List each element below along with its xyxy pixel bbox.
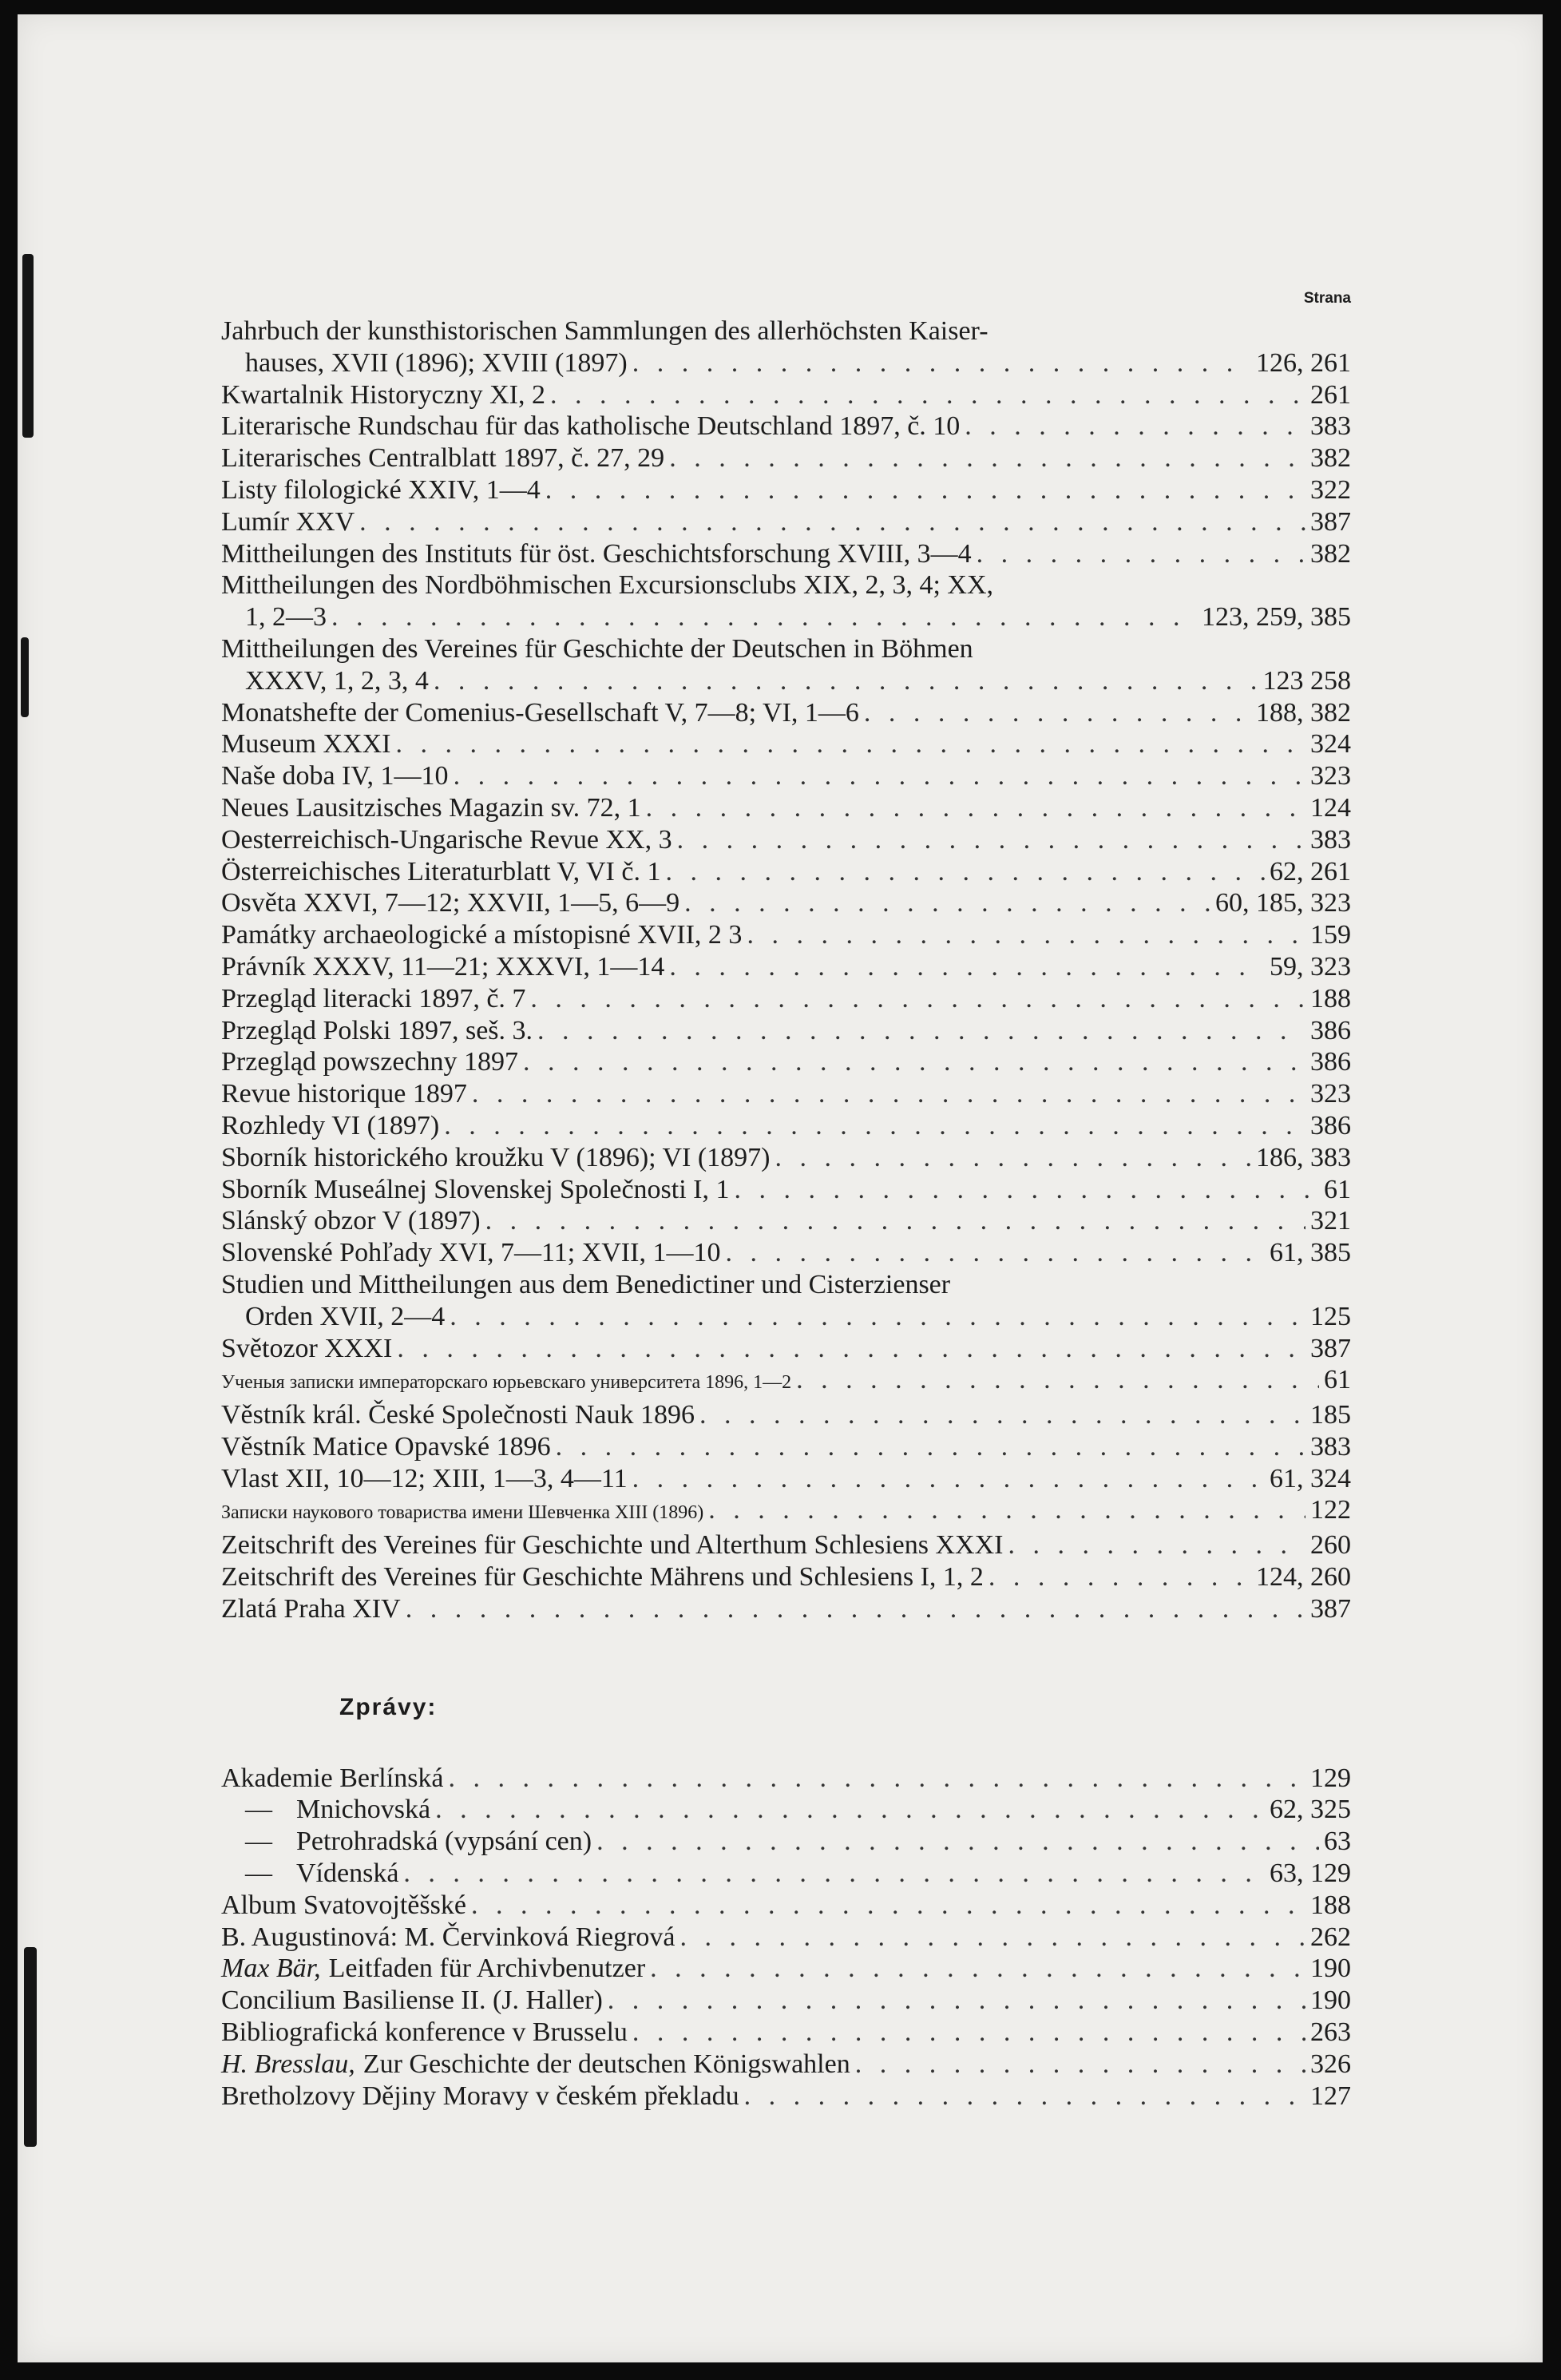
- leader-dots: [747, 919, 1305, 951]
- index-entry: [221, 1110, 1351, 1142]
- entry-pages: 63, 129: [1270, 1858, 1351, 1889]
- index-entry: [221, 1046, 1351, 1078]
- leader-dots: [397, 1333, 1305, 1365]
- entry-pages: 190: [1310, 1954, 1351, 1984]
- entry-title: Leitfaden für Archivbenutzer: [328, 1954, 646, 1984]
- report-entry: [221, 1794, 1351, 1826]
- leader-dots: [669, 442, 1305, 474]
- entry-pages: 322: [1310, 474, 1351, 505]
- entry-title: Przegląd powszechny 1897: [221, 1047, 519, 1077]
- entry-title: Oesterreichisch-Ungarische Revue XX, 3: [221, 824, 672, 855]
- entry-title: Rozhledy VI (1897): [221, 1110, 440, 1140]
- leader-dots: [855, 2049, 1305, 2081]
- report-entry: [221, 1858, 1351, 1890]
- index-entry: [221, 1364, 1351, 1399]
- leader-dots: [775, 1142, 1252, 1174]
- entry-pages: 386: [1310, 1047, 1351, 1077]
- entry-pages: 129: [1310, 1763, 1351, 1793]
- entry-pages: 61, 324: [1270, 1463, 1351, 1493]
- index-entry: [221, 1205, 1351, 1237]
- entry-pages: 386: [1310, 1015, 1351, 1045]
- entry-title: 1, 2—3: [245, 602, 327, 633]
- reports-heading: Zprávy:: [339, 1693, 438, 1720]
- index-entry: [221, 919, 1351, 951]
- leader-dots: [359, 506, 1305, 538]
- entry-title-line1: Mittheilungen des Vereines für Geschichte der Deutschen in Böhmen: [221, 633, 973, 664]
- leader-dots: [650, 1953, 1305, 1985]
- leader-dots: [632, 347, 1251, 379]
- entry-title: hauses, XVII (1896); XVIII (1897): [245, 347, 628, 378]
- leader-dots: [545, 474, 1305, 506]
- left-edge-mark: [22, 254, 34, 438]
- index-entry: [221, 569, 1351, 633]
- entry-title: Slánský obzor V (1897): [221, 1206, 481, 1236]
- entry-title: XXXV, 1, 2, 3, 4: [245, 665, 429, 696]
- entry-author: H. Bresslau,: [221, 2049, 355, 2079]
- entry-pages: 326: [1310, 2049, 1351, 2079]
- leader-dots: [331, 601, 1197, 633]
- report-entry: [221, 1763, 1351, 1795]
- strana-label: Strana: [1303, 290, 1351, 307]
- entry-title: Sborník historického kroužku V (1896); VI (1897): [221, 1142, 771, 1172]
- index-entry: [221, 315, 1351, 379]
- entry-title: Kwartalnik Historyczny XI, 2: [221, 379, 546, 410]
- leader-dots: [632, 1463, 1265, 1495]
- entry-continuation: [221, 347, 1351, 379]
- leader-dots: [977, 538, 1305, 570]
- entry-pages: 190: [1310, 1985, 1351, 2016]
- leader-dots: [646, 792, 1305, 824]
- index-entry: [221, 379, 1351, 411]
- entry-title: Světozor XXXI: [221, 1333, 393, 1363]
- entry-pages: 123 258: [1262, 665, 1351, 696]
- periodicals-list: [221, 315, 1351, 1625]
- leader-dots: [596, 1826, 1319, 1858]
- entry-title: Literarisches Centralblatt 1897, č. 27, 29: [221, 443, 665, 474]
- entry-pages: 263: [1310, 2017, 1351, 2048]
- entry-title: Przegląd literacki 1897, č. 7: [221, 983, 526, 1013]
- entry-title: Literarische Rundschau für das katholische Deutschland 1897, č. 10: [221, 411, 961, 442]
- leader-dots: [735, 1174, 1319, 1206]
- report-entry: [221, 2017, 1351, 2049]
- left-edge-mark: [21, 637, 29, 717]
- index-entry: [221, 411, 1351, 442]
- index-entry: [221, 1494, 1351, 1529]
- entry-pages: 383: [1310, 1431, 1351, 1462]
- leader-dots: [435, 1794, 1265, 1826]
- entry-pages: 62, 261: [1270, 856, 1351, 887]
- ditto-dash: —: [245, 1795, 272, 1825]
- index-entry: [221, 1561, 1351, 1593]
- entry-pages: 382: [1310, 443, 1351, 474]
- entry-title: Zur Geschichte der deutschen Königswahlen: [363, 2049, 850, 2079]
- leader-dots: [680, 1922, 1305, 1954]
- index-entry: [221, 697, 1351, 729]
- entry-continuation: [221, 601, 1351, 633]
- leader-dots: [632, 2017, 1305, 2049]
- entry-title: Naše doba IV, 1—10: [221, 761, 449, 791]
- leader-dots: [677, 824, 1305, 856]
- report-entry: [221, 1922, 1351, 1954]
- index-entry: [221, 824, 1351, 856]
- entry-pages: 124, 260: [1256, 1562, 1351, 1593]
- index-entry: [221, 506, 1351, 538]
- index-entry: [221, 1333, 1351, 1365]
- index-entry: [221, 1269, 1351, 1333]
- entry-title: Ученыя записки императорскаго юрьевскаго университета 1896, 1—2: [221, 1372, 792, 1394]
- entry-pages: 188: [1310, 1890, 1351, 1920]
- entry-title: Věstník Matice Opavské 1896: [221, 1431, 551, 1462]
- leader-dots: [608, 1985, 1305, 2017]
- leader-dots: [708, 1494, 1305, 1526]
- leader-dots: [395, 728, 1305, 760]
- entry-title: Památky archaeologické a místopisné XVII, 2 3: [221, 920, 743, 950]
- index-entry: [221, 1015, 1351, 1047]
- leader-dots: [523, 1046, 1305, 1078]
- entry-pages: 122: [1310, 1495, 1351, 1525]
- entry-pages: 63: [1324, 1827, 1351, 1857]
- leader-dots: [537, 1015, 1305, 1047]
- leader-dots: [449, 1763, 1305, 1795]
- index-entry: [221, 474, 1351, 506]
- entry-continuation: [221, 665, 1351, 697]
- entry-title-line1: Studien und Mittheilungen aus dem Benedictiner und Cisterzienser: [221, 1269, 951, 1299]
- leader-dots: [699, 1399, 1305, 1431]
- index-entry: [221, 1529, 1351, 1561]
- entry-pages: 260: [1310, 1530, 1351, 1561]
- entry-pages: 127: [1310, 2081, 1351, 2111]
- entry-title: Concilium Basiliense II. (J. Haller): [221, 1985, 603, 2016]
- entry-title: Vídenská: [296, 1858, 399, 1889]
- leader-dots: [472, 1078, 1305, 1110]
- leader-dots: [444, 1110, 1305, 1142]
- entry-title: Zeitschrift des Vereines für Geschichte Mährens und Schlesiens I, 1, 2: [221, 1562, 984, 1593]
- index-entry: [221, 728, 1351, 760]
- ditto-dash: —: [245, 1858, 272, 1889]
- leader-dots: [989, 1561, 1251, 1593]
- leader-dots: [471, 1890, 1305, 1922]
- index-entry: [221, 1237, 1351, 1269]
- leader-dots: [450, 1301, 1305, 1333]
- entry-pages: 323: [1310, 761, 1351, 791]
- leader-dots: [485, 1205, 1305, 1237]
- entry-pages: 324: [1310, 729, 1351, 760]
- leader-dots: [669, 951, 1265, 983]
- entry-pages: 383: [1310, 411, 1351, 442]
- entry-title: Bibliografická konference v Brusselu: [221, 2017, 628, 2048]
- entry-pages: 125: [1310, 1301, 1351, 1331]
- entry-title: Slovenské Pohľady XVI, 7—11; XVII, 1—10: [221, 1238, 721, 1268]
- leader-dots: [796, 1364, 1319, 1396]
- entry-pages: 185: [1310, 1400, 1351, 1430]
- entry-title: Vlast XII, 10—12; XIII, 1—3, 4—11: [221, 1463, 628, 1493]
- entry-title: Právník XXXV, 11—21; XXXVI, 1—14: [221, 951, 665, 982]
- leader-dots: [406, 1593, 1305, 1625]
- index-content: [221, 290, 1351, 2112]
- entry-title: Lumír XXV: [221, 506, 355, 537]
- entry-pages: 386: [1310, 1110, 1351, 1140]
- left-edge-mark: [24, 1947, 37, 2147]
- leader-dots: [684, 887, 1210, 919]
- entry-pages: 383: [1310, 824, 1351, 855]
- entry-title-line1: Jahrbuch der kunsthistorischen Sammlungen des allerhöchsten Kaiser-: [221, 316, 989, 346]
- entry-title: Mnichovská: [296, 1795, 431, 1825]
- entry-author: Max Bär,: [221, 1954, 321, 1984]
- index-entry: [221, 760, 1351, 792]
- index-entry: [221, 442, 1351, 474]
- entry-title: Orden XVII, 2—4: [245, 1301, 446, 1331]
- entry-title: Revue historique 1897: [221, 1079, 467, 1109]
- leader-dots: [454, 760, 1305, 792]
- entry-title: Museum XXXI: [221, 729, 391, 760]
- index-entry: [221, 1174, 1351, 1206]
- index-entry: [221, 1431, 1351, 1463]
- entry-pages: 61: [1324, 1174, 1351, 1204]
- entry-title: Zlatá Praha XIV: [221, 1593, 401, 1624]
- entry-title-line1: Mittheilungen des Nordböhmischen Excursionsclubs XIX, 2, 3, 4; XX,: [221, 570, 993, 601]
- index-entry: [221, 538, 1351, 570]
- leader-dots: [965, 411, 1305, 442]
- leader-dots: [665, 856, 1265, 888]
- index-entry: [221, 792, 1351, 824]
- entry-title: Akademie Berlínská: [221, 1763, 444, 1793]
- entry-pages: 387: [1310, 1333, 1351, 1363]
- leader-dots: [744, 2081, 1305, 2112]
- entry-pages: 123, 259, 385: [1202, 602, 1351, 633]
- entry-title: Bretholzovy Dějiny Moravy v českém překladu: [221, 2081, 739, 2111]
- entry-pages: 188, 382: [1256, 697, 1351, 728]
- entry-pages: 262: [1310, 1922, 1351, 1952]
- report-entry: [221, 1826, 1351, 1858]
- entry-title: Monatshefte der Comenius-Gesellschaft V, 7—8; VI, 1—6: [221, 697, 859, 728]
- leader-dots: [864, 697, 1251, 729]
- entry-title: Sborník Museálnej Slovenskej Společnosti I, 1: [221, 1174, 730, 1204]
- leader-dots: [725, 1237, 1265, 1269]
- index-entry: [221, 1078, 1351, 1110]
- entry-pages: 321: [1310, 1206, 1351, 1236]
- entry-pages: 261: [1310, 379, 1351, 410]
- leader-dots: [556, 1431, 1305, 1463]
- document-page: [18, 14, 1543, 2362]
- entry-pages: 382: [1310, 538, 1351, 569]
- entry-pages: 62, 325: [1270, 1795, 1351, 1825]
- entry-pages: 124: [1310, 792, 1351, 823]
- entry-pages: 61: [1324, 1365, 1351, 1395]
- entry-pages: 60, 185, 323: [1215, 888, 1351, 918]
- entry-title: Przegląd Polski 1897, seš. 3.: [221, 1015, 533, 1045]
- entry-title: Věstník král. České Společnosti Nauk 1896: [221, 1400, 695, 1430]
- index-entry: [221, 1399, 1351, 1431]
- entry-title: Mittheilungen des Instituts für öst. Geschichtsforschung XVIII, 3—4: [221, 538, 972, 569]
- index-entry: [221, 1463, 1351, 1495]
- entry-pages: 323: [1310, 1079, 1351, 1109]
- leader-dots: [1008, 1529, 1305, 1561]
- index-entry: [221, 633, 1351, 697]
- leader-dots: [530, 983, 1305, 1015]
- entry-title: Österreichisches Literaturblatt V, VI č. 1: [221, 856, 661, 887]
- entry-title: Записки наукового товариства имени Шевченка XIII (1896): [221, 1502, 704, 1524]
- report-entry: [221, 1890, 1351, 1922]
- leader-dots: [550, 379, 1305, 411]
- index-entry: [221, 983, 1351, 1015]
- leader-dots: [434, 665, 1258, 697]
- entry-pages: 188: [1310, 983, 1351, 1013]
- leader-dots: [403, 1858, 1265, 1890]
- index-entry: [221, 951, 1351, 983]
- entry-pages: 61, 385: [1270, 1238, 1351, 1268]
- entry-title: Zeitschrift des Vereines für Geschichte und Alterthum Schlesiens XXXI: [221, 1530, 1004, 1561]
- entry-pages: 126, 261: [1256, 347, 1351, 378]
- index-entry: [221, 1593, 1351, 1625]
- entry-title: B. Augustinová: M. Červinková Riegrová: [221, 1922, 676, 1952]
- entry-pages: 186, 383: [1256, 1142, 1351, 1172]
- index-entry: [221, 887, 1351, 919]
- report-entry: [221, 2049, 1351, 2081]
- entry-title: Neues Lausitzisches Magazin sv. 72, 1: [221, 792, 641, 823]
- entry-pages: 387: [1310, 506, 1351, 537]
- report-entry: [221, 1985, 1351, 2017]
- entry-title: Petrohradská (vypsání cen): [296, 1827, 592, 1857]
- report-entry: [221, 1953, 1351, 1985]
- entry-pages: 387: [1310, 1593, 1351, 1624]
- entry-title: Osvěta XXVI, 7—12; XXVII, 1—5, 6—9: [221, 888, 680, 918]
- entry-title: Album Svatovojtěšské: [221, 1890, 466, 1920]
- report-entry: [221, 2081, 1351, 2112]
- index-entry: [221, 1142, 1351, 1174]
- entry-title: Listy filologické XXIV, 1—4: [221, 474, 541, 505]
- entry-pages: 159: [1310, 920, 1351, 950]
- ditto-dash: —: [245, 1827, 272, 1857]
- entry-continuation: [221, 1301, 1351, 1333]
- index-entry: [221, 856, 1351, 888]
- reports-list: [221, 1763, 1351, 2112]
- entry-pages: 59, 323: [1270, 951, 1351, 982]
